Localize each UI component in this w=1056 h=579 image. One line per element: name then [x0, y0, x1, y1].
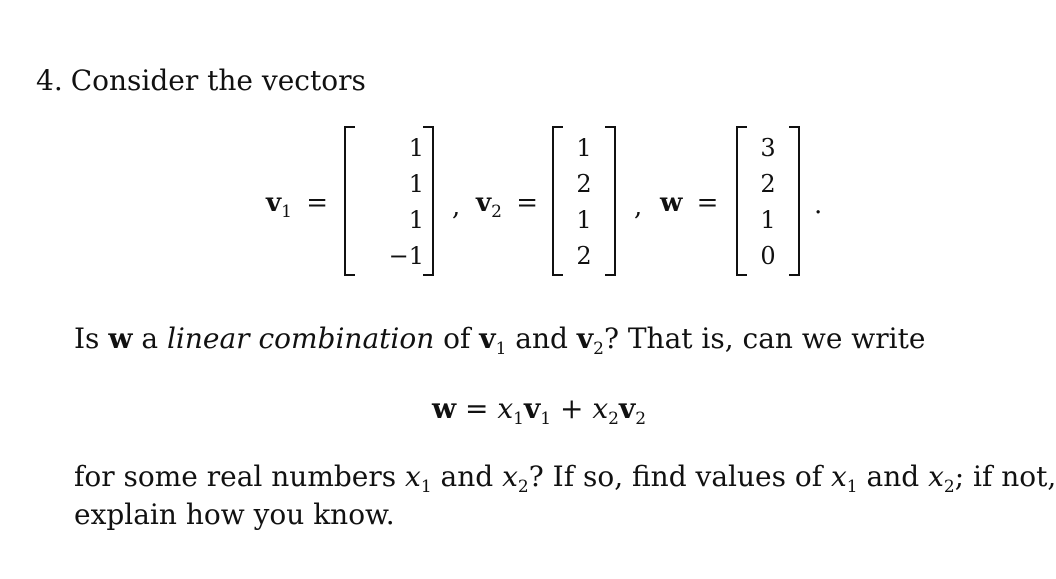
matrix-entry: −1 [388, 242, 424, 270]
matrix-entry: 2 [576, 170, 592, 198]
closing-line-1: for some real numbers $x_1$ and $x_2$? If so, find values of $x_1$ and $x_2$; if not, [74, 460, 1056, 497]
matrix-entry: 1 [408, 134, 424, 162]
v2-entries [562, 130, 606, 274]
v2-label: $v_2$ = [476, 188, 538, 222]
matrix-entry: 1 [408, 170, 424, 198]
v1-matrix [344, 126, 434, 276]
closing-line-2: explain how you know. [74, 498, 395, 531]
v1-entries [354, 130, 424, 274]
matrix-entry: 1 [576, 134, 592, 162]
comma: , [452, 192, 461, 222]
w-entries [746, 130, 790, 274]
matrix-entry: 1 [760, 206, 776, 234]
w-matrix [736, 126, 800, 276]
matrix-entry: 2 [576, 242, 592, 270]
question-text: Is w a linear combination of $v_1$ and $v_2$? That is, can we write [74, 322, 926, 359]
v1-label: $v_1$ = [266, 188, 328, 222]
period: . [814, 190, 823, 220]
matrix-entry: 1 [408, 206, 424, 234]
v2-matrix [552, 126, 616, 276]
matrix-entry: 1 [576, 206, 592, 234]
comma: , [634, 192, 643, 222]
matrix-entry: 2 [760, 170, 776, 198]
problem-number: 4. [36, 64, 63, 97]
w-label: w = [660, 188, 719, 218]
vector-definitions [262, 126, 862, 276]
display-equation: $w = x_1v_1 + x_2v_2$ [432, 392, 647, 429]
matrix-entry: 3 [760, 134, 776, 162]
matrix-entry: 0 [760, 242, 776, 270]
heading-text: Consider the vectors [70, 64, 366, 97]
problem-heading [36, 64, 366, 98]
